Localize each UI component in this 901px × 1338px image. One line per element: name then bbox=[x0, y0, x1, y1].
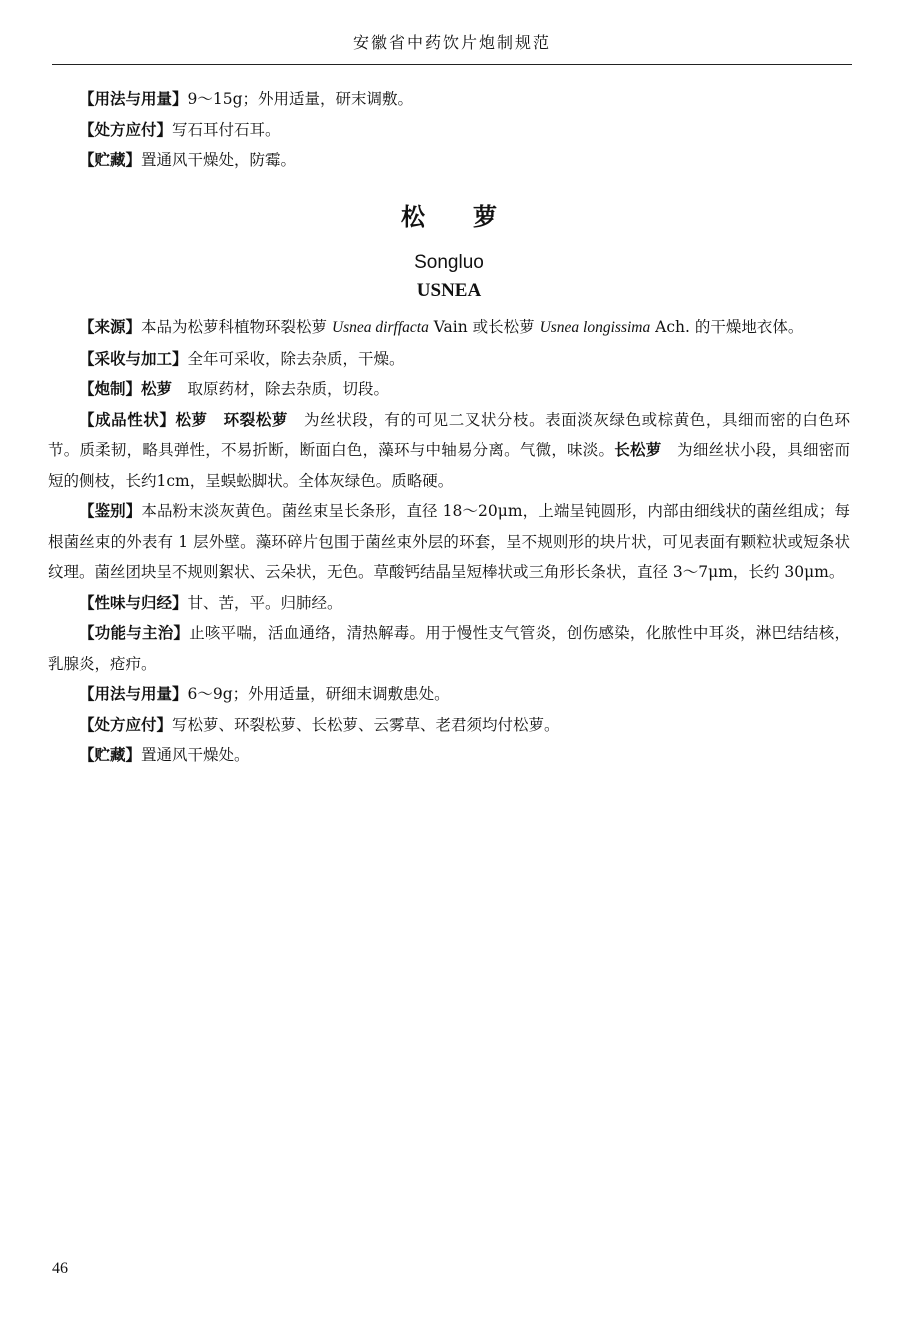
collect-paragraph bbox=[48, 344, 850, 375]
characteristics-name-2: 长松萝 bbox=[614, 441, 662, 459]
entry-pinyin: Songluo bbox=[414, 252, 484, 273]
taste-paragraph bbox=[48, 588, 850, 619]
identification-label: 【鉴别】 bbox=[79, 502, 142, 520]
prescription-paragraph bbox=[48, 710, 850, 741]
header-rule bbox=[52, 64, 852, 65]
taste-label: 【性味与归经】 bbox=[79, 593, 188, 612]
characteristics-text-1: 为丝状段，有的可见二叉状分枝。表面淡灰绿色或棕黄色，具细而密的白色环节。质柔韧，略具弹性，不易折断，断面白色，藻环与中轴易分离。气微，味淡。 bbox=[48, 410, 850, 459]
process-name: 松萝 bbox=[141, 380, 173, 398]
usage-paragraph bbox=[48, 679, 850, 710]
collect-text: 全年可采收，除去杂质，干燥。 bbox=[187, 349, 405, 368]
usage-label: 【用法与用量】 bbox=[79, 685, 188, 703]
process-label: 【炮制】 bbox=[79, 380, 142, 398]
identification-text: 本品粉末淡灰黄色。菌丝束呈长条形，直径 18～20μm，上端呈钝圆形，内部由细线状的菌丝组成；每根菌丝束的外表有 1 层外壁。藻环碎片包围于菌丝束外层的环套，呈不规则形的块片状，可见表面有颗粒状或短条状纹理。菌丝团块呈不规则絮状、云朵状，无色。草酸钙结晶呈短棒状或三角形长条状，直径 3～7μm，长约 30μm。 bbox=[48, 502, 850, 581]
characteristics-label: 【成品性状】 bbox=[79, 410, 176, 429]
usage-text: 6～9g；外用适量，研细末调敷患处。 bbox=[187, 685, 450, 703]
storage-label: 【贮藏】 bbox=[79, 151, 142, 169]
species-name-1: Usnea dirffacta bbox=[331, 319, 429, 336]
source-text-3: Ach. 的干燥地衣体。 bbox=[650, 318, 804, 336]
identification-paragraph bbox=[48, 496, 850, 588]
prev-storage-paragraph bbox=[48, 145, 850, 176]
prescription-label: 【处方应付】 bbox=[79, 120, 173, 139]
source-paragraph bbox=[48, 312, 850, 344]
source-text-1: 本品为松萝科植物环裂松萝 bbox=[141, 318, 332, 336]
prev-usage-paragraph bbox=[48, 84, 850, 115]
process-paragraph bbox=[48, 374, 850, 405]
collect-label: 【采收与加工】 bbox=[79, 349, 188, 368]
taste-text: 甘、苦，平。归肺经。 bbox=[187, 593, 343, 612]
storage-paragraph bbox=[48, 740, 850, 771]
usage-text: 9～15g；外用适量，研末调敷。 bbox=[187, 90, 414, 108]
source-label: 【来源】 bbox=[79, 318, 142, 336]
function-paragraph bbox=[48, 618, 850, 679]
page-body bbox=[48, 84, 850, 771]
page-number: 46 bbox=[52, 1260, 68, 1277]
prev-prescription-paragraph bbox=[48, 115, 850, 146]
characteristics-name-1: 松萝 环裂松萝 bbox=[175, 410, 288, 429]
characteristics-text-2: 为细丝状小段，具细密而短的侧枝，长约1cm，呈蜈蚣脚状。全体灰绿色。质略硬。 bbox=[48, 441, 850, 490]
species-name-2: Usnea longissima bbox=[539, 319, 651, 336]
function-label: 【功能与主治】 bbox=[79, 624, 190, 642]
source-text-2: Vain 或长松萝 bbox=[428, 318, 540, 336]
running-head: 安徽省中药饮片炮制规范 bbox=[352, 33, 551, 52]
entry-title: 松萝 bbox=[401, 202, 545, 231]
storage-label: 【贮藏】 bbox=[79, 746, 142, 764]
prescription-label: 【处方应付】 bbox=[79, 715, 173, 734]
usage-label: 【用法与用量】 bbox=[79, 90, 188, 108]
process-text: 取原药材，除去杂质，切段。 bbox=[172, 380, 390, 398]
characteristics-paragraph bbox=[48, 405, 850, 497]
prescription-text: 写松萝、环裂松萝、长松萝、云雾草、老君须均付松萝。 bbox=[172, 715, 560, 734]
storage-text: 置通风干燥处。 bbox=[141, 746, 250, 764]
storage-text: 置通风干燥处，防霉。 bbox=[141, 151, 297, 169]
entry-latin-name: USNEA bbox=[416, 280, 482, 301]
function-text: 止咳平喘，活血通络，清热解毒。用于慢性支气管炎，创伤感染，化脓性中耳炎，淋巴结结核，乳腺炎，疮疖。 bbox=[48, 624, 850, 673]
prescription-text: 写石耳付石耳。 bbox=[172, 120, 281, 139]
